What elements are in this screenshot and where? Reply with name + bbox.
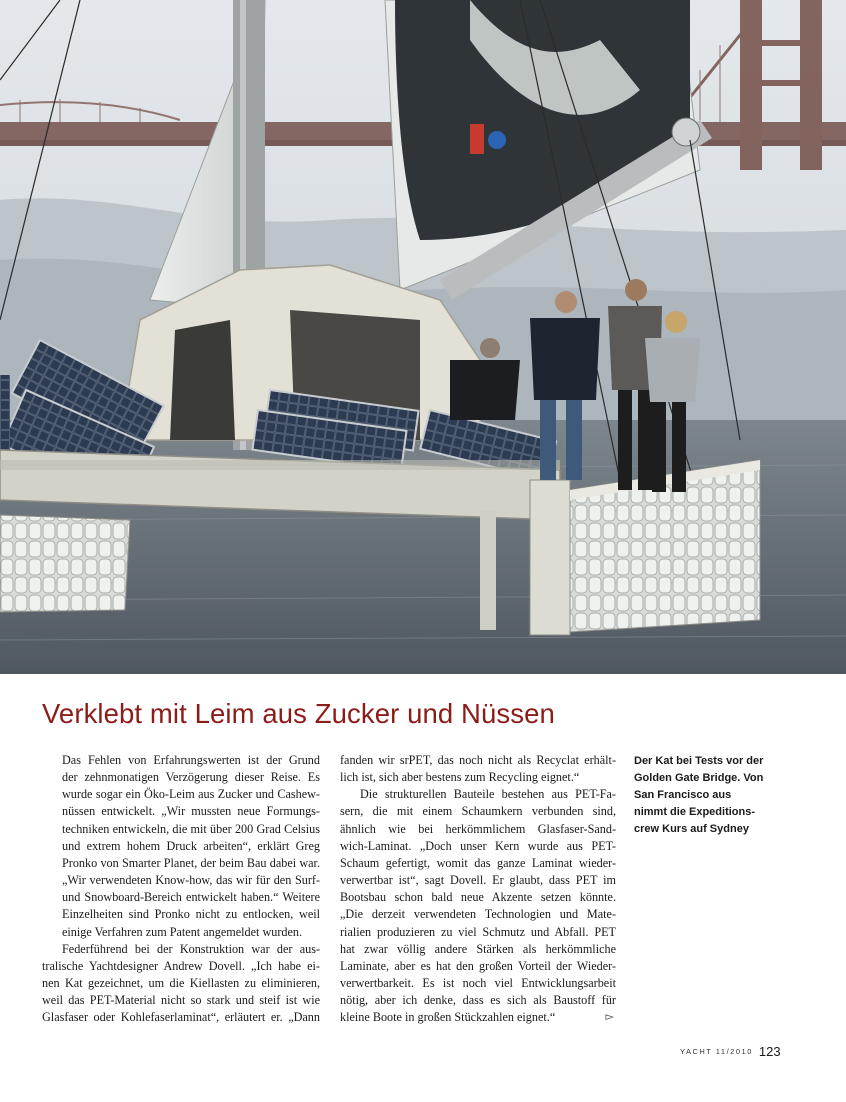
text-line: Das Fehlen von Erfahrungswerten ist der Grund bbox=[62, 753, 320, 767]
magazine-issue: YACHT 11/2010 bbox=[680, 1046, 753, 1056]
paragraph bbox=[42, 941, 320, 1027]
article-column-1 bbox=[42, 752, 320, 1027]
paragraph bbox=[340, 786, 616, 1026]
text-line: nötig, aber ich denke, dass es sich als Baustoff für bbox=[340, 993, 616, 1008]
text-line: ähnlich wie bei herkömmlichem Glasfaser-Sand- bbox=[340, 821, 616, 836]
article-headline: Verklebt mit Leim aus Zucker und Nüssen bbox=[42, 698, 555, 729]
page-number: 123 bbox=[758, 1043, 781, 1059]
paragraph bbox=[42, 752, 320, 941]
text-line: fanden wir srPET, das noch nicht als Recyclat erhält- bbox=[340, 753, 616, 767]
text-line: tralische Yachtdesigner Andrew Dovell. „Ich habe ei- bbox=[42, 958, 320, 973]
text-line: wich-Laminat. „Doch unser Kern wurde aus PET- bbox=[340, 838, 616, 853]
text-line: „Die derzeit verwendeten Technologien und Mate- bbox=[340, 907, 616, 922]
paragraph bbox=[340, 752, 616, 786]
text-line: Einzelheiten sind Pronko nicht zu entlocken, weil bbox=[62, 907, 320, 922]
photo-caption bbox=[634, 753, 784, 838]
text-line: und extrem hohem Druck arbeiten“, erklärt Greg bbox=[62, 838, 320, 853]
text-line: lich ist, sich aber bestens zum Recycling eignet.“ bbox=[340, 770, 580, 785]
text-line: Die strukturellen Bauteile bestehen aus PET-Fa- bbox=[360, 787, 616, 802]
continue-arrow-icon: ▻ bbox=[605, 1010, 614, 1023]
text-line: kleine Boote in großen Stückzahlen eignet.“ bbox=[340, 1010, 556, 1025]
text-line: Bootsbau schon bald neue Akzente setzen könnte. bbox=[340, 890, 616, 905]
text-line: hat zwar völlig andere Stärken als herkömmliche bbox=[340, 941, 616, 956]
text-line: techniken entwickeln, die mit über 200 Grad Celsius bbox=[62, 821, 320, 836]
caption-line: San Francisco aus bbox=[634, 789, 732, 802]
text-line: Laminate, aber es hat den großen Vorteil der Wieder- bbox=[340, 958, 616, 973]
text-line: weil das PET-Material nicht so stark und steif ist wie bbox=[42, 993, 320, 1008]
text-line: verwertbarkeit. Es ist noch viel Entwicklungsarbeit bbox=[340, 976, 616, 991]
text-line: und Snowboard-Bereich entwickelt haben.“ Weitere bbox=[62, 890, 320, 905]
article-column-2 bbox=[340, 752, 616, 1027]
page-footer bbox=[680, 1042, 781, 1060]
caption-line: Golden Gate Bridge. Von bbox=[634, 772, 764, 785]
caption-line: crew Kurs auf Sydney bbox=[634, 823, 749, 836]
text-line: rialien produzieren zu viel Schmutz und Abfall. PET bbox=[340, 924, 616, 939]
text-line: Pronko von Smarter Planet, der beim Bau dabei war. bbox=[62, 855, 320, 870]
text-line: Glasfaser oder Kohlefaserlaminat“, erläutert er. „Dann bbox=[42, 1010, 320, 1025]
text-line: wurde sogar ein Öko-Leim aus Zucker und Cashew- bbox=[62, 787, 320, 802]
text-line: sern, die mit einem Schaumkern verbunden sind, bbox=[340, 804, 616, 819]
text-line: der zehnmonatigen Verzögerung dieser Reise. Es bbox=[62, 770, 320, 785]
text-line: einige Verfahren zum Patent angemeldet wurden. bbox=[62, 924, 303, 939]
text-line: nen Kat gezeichnet, um die Kiellasten zu eliminieren, bbox=[42, 976, 320, 991]
text-line: „Wir verwendeten Know-how, das wir für den Surf- bbox=[62, 873, 320, 888]
text-line: verwertbar ist“, sagt Dovell. Er glaubt, dass PET im bbox=[340, 873, 616, 888]
text-line: Schaum gefertigt, womit das ganze Laminat wieder- bbox=[340, 855, 616, 870]
text-line: Federführend bei der Konstruktion war der aus- bbox=[62, 941, 320, 956]
text-line: nüssen entwickelt. „Wir mussten neue Formungs- bbox=[62, 804, 320, 819]
caption-line: nimmt die Expeditions- bbox=[634, 806, 756, 819]
caption-line: Der Kat bei Tests vor der bbox=[634, 755, 764, 767]
